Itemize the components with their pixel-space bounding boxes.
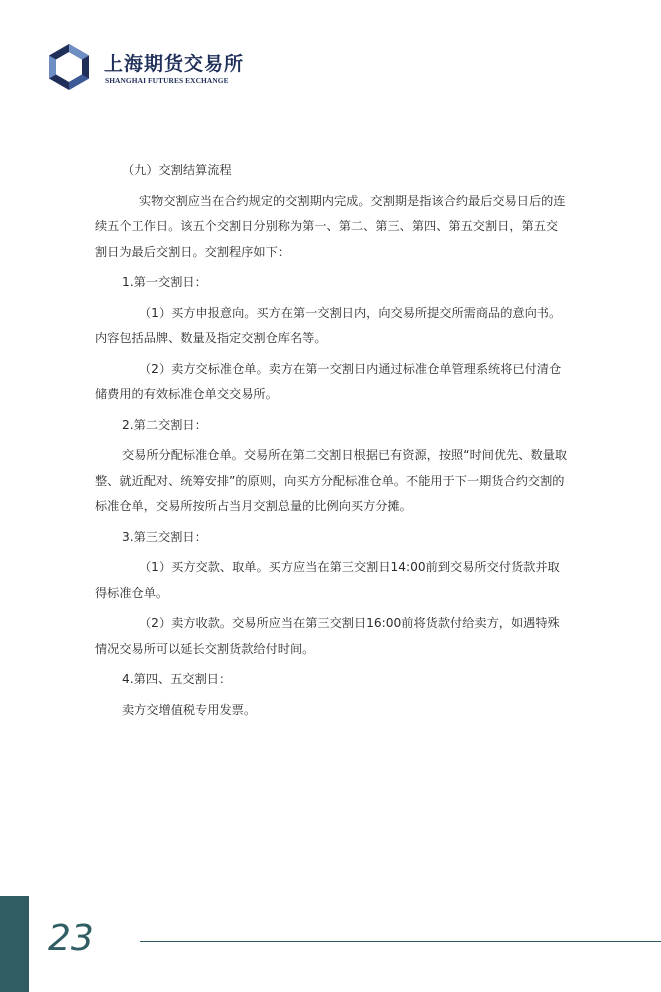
footer-divider [140, 941, 661, 942]
day2-paragraph-1: 交易所分配标准仓单。交易所在第二交割日根据已有资源，按照“时间优先、数量取整、就近配对、统筹安排”的原则，向买方分配标准仓单。不能用于下一期货合约交割的标准仓单，交易所按所占当月交割总量的比例向买方分摊。 [95, 448, 568, 513]
day1-paragraph-2: （2）卖方交标准仓单。卖方在第一交割日内通过标准仓单管理系统将已付清仓储费用的有效标准仓单交交易所。 [95, 361, 562, 401]
document-body [95, 158, 570, 728]
logo-english-name: SHANGHAI FUTURES EXCHANGE [105, 76, 229, 85]
logo-chinese-name: 上海期货交易所 [104, 53, 245, 75]
page-number: 23 [48, 918, 94, 959]
day45-paragraph-1: 卖方交增值税专用发票。 [122, 702, 257, 717]
day45-title: 4.第四、五交割日： [122, 672, 232, 686]
day1-paragraph-1: （1）买方申报意向。买方在第一交割日内，向交易所提交所需商品的意向书。内容包括品牌、数量及指定交割仓库名等。 [95, 305, 562, 345]
exchange-logo-icon [44, 42, 94, 92]
day2-title: 2.第二交割日： [122, 417, 207, 432]
header [44, 42, 344, 92]
footer-accent-bar [0, 896, 29, 992]
day1-title: 1.第一交割日： [122, 275, 207, 289]
day3-paragraph-2: （2）卖方收款。交易所应当在第三交割日16:00前将货款付给卖方，如遇特殊情况交易所可以延长交割货款给付时间。 [95, 616, 560, 656]
section-heading: （九）交割结算流程 [122, 163, 232, 177]
day3-paragraph-1: （1）买方交款、取单。买方应当在第三交割日14:00前到交易所交付货款并取得标准仓单。 [95, 560, 560, 600]
intro-paragraph: 实物交割应当在合约规定的交割期内完成。交割期是指该合约最后交易日后的连续五个工作日。该五个交割日分别称为第一、第二、第三、第四、第五交割日，第五交割日为最后交割日。交割程序如下： [95, 193, 566, 259]
day3-title: 3.第三交割日： [122, 529, 207, 544]
